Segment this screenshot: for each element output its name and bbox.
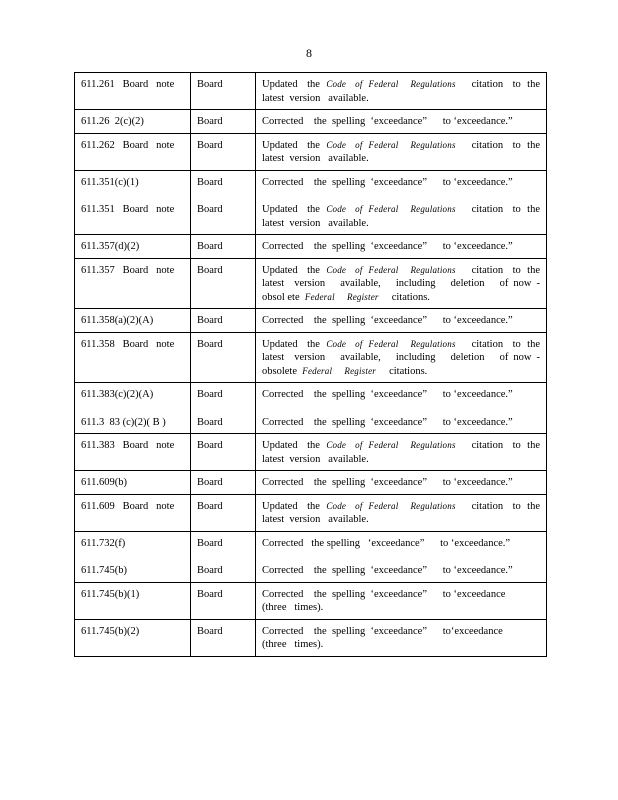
- italic-citation-text: Code of Federal Regulations: [326, 204, 456, 214]
- source-label: Board: [197, 477, 223, 488]
- source-label: Board: [197, 565, 223, 576]
- description-text: latest version available, including deletion of now -: [262, 278, 540, 289]
- changes-table-body: [75, 73, 547, 657]
- description-line: [262, 78, 540, 92]
- source-cell: [191, 73, 256, 110]
- section-cell: [75, 110, 191, 134]
- source-cell: [191, 110, 256, 134]
- source-cell: [191, 309, 256, 333]
- description-cell: [256, 471, 547, 495]
- section-cell: [75, 531, 191, 582]
- description-text: citation to the: [455, 500, 540, 512]
- change-description: [262, 78, 540, 105]
- change-description: [262, 476, 540, 490]
- change-description: [262, 338, 540, 379]
- section-reference: 611.261 Board note: [81, 79, 175, 90]
- table-row: [75, 383, 547, 434]
- section-cell: [75, 619, 191, 656]
- change-description: [262, 176, 540, 190]
- source-cell: [191, 133, 256, 170]
- source-label: Board: [197, 139, 223, 151]
- description-text: citation to the: [455, 204, 540, 215]
- change-description: [262, 500, 540, 527]
- table-row: [75, 235, 547, 259]
- source-label: Board: [197, 315, 223, 326]
- table-row: [75, 170, 547, 235]
- section-reference: 611.609(b): [81, 477, 127, 488]
- description-text: citation to the: [455, 264, 540, 276]
- description-text: citation to the: [455, 440, 540, 451]
- table-row: [75, 73, 547, 110]
- section-reference: 611.732(f): [81, 537, 126, 549]
- description-text: latest version available.: [262, 453, 369, 465]
- description-line: [262, 588, 540, 602]
- description-cell: [256, 619, 547, 656]
- italic-citation-text: Code of Federal Regulations: [326, 440, 456, 450]
- source-label: Board: [197, 116, 223, 127]
- description-cell: [256, 235, 547, 259]
- section-reference: 611.383 Board note: [81, 440, 175, 451]
- change-description: [262, 537, 540, 551]
- section-reference: 611.358 Board note: [81, 338, 175, 350]
- section-reference: 611.745(b)(1): [81, 588, 140, 600]
- description-cell: [256, 133, 547, 170]
- description-text: Updated the: [262, 139, 327, 151]
- section-cell: [75, 582, 191, 619]
- description-cell: [256, 582, 547, 619]
- section-reference: 611.745(b)(2): [81, 625, 140, 637]
- description-text: (three times).: [262, 639, 324, 650]
- description-cell: [256, 434, 547, 471]
- table-row: [75, 494, 547, 531]
- description-cell: [256, 258, 547, 309]
- description-text: (three times).: [262, 602, 324, 613]
- italic-citation-text: Code of Federal Regulations: [326, 338, 456, 349]
- section-reference: 611.26 2(c)(2): [81, 116, 144, 127]
- source-label: Board: [197, 625, 223, 637]
- change-description: [262, 203, 540, 230]
- section-reference: 611.351(c)(1): [81, 176, 139, 188]
- section-reference: 611.3 83 (c)(2)( B ): [81, 416, 166, 428]
- description-cell: [256, 73, 547, 110]
- change-description: [262, 439, 540, 466]
- section-cell: [75, 434, 191, 471]
- section-cell: [75, 332, 191, 383]
- change-description: [262, 388, 540, 402]
- change-description: [262, 625, 540, 652]
- description-line: [262, 625, 540, 639]
- section-reference: 611.745(b): [81, 565, 127, 576]
- description-line: [262, 476, 540, 490]
- description-text: Corrected the spelling ‘exceedance” to ‘exceedance.”: [262, 477, 513, 488]
- source-cell: [191, 332, 256, 383]
- source-cell: [191, 170, 256, 235]
- change-description: [262, 416, 540, 430]
- section-reference: 611.383(c)(2)(A): [81, 389, 154, 400]
- change-description: [262, 314, 540, 328]
- section-cell: [75, 258, 191, 309]
- description-line: [262, 388, 540, 402]
- table-row: [75, 110, 547, 134]
- section-cell: [75, 471, 191, 495]
- table-row: [75, 471, 547, 495]
- description-text: Corrected the spelling ‘exceedance” to ‘exceedance.”: [262, 241, 513, 252]
- section-cell: [75, 309, 191, 333]
- description-text: citations.: [375, 365, 428, 377]
- description-line: [262, 638, 540, 652]
- description-cell: [256, 110, 547, 134]
- description-text: Corrected the spelling ‘exceedance” to ‘exceedance.”: [262, 565, 513, 576]
- description-line: [262, 314, 540, 328]
- table-row: [75, 258, 547, 309]
- section-reference: 611.358(a)(2)(A): [81, 315, 154, 326]
- source-label: Board: [197, 204, 223, 215]
- section-reference: 611.351 Board note: [81, 204, 175, 215]
- source-cell: [191, 235, 256, 259]
- description-line: [262, 277, 540, 291]
- description-cell: [256, 170, 547, 235]
- source-label: Board: [197, 416, 223, 428]
- description-text: Corrected the spelling ‘exceedance” to ‘exceedance.”: [262, 416, 513, 428]
- description-cell: [256, 383, 547, 434]
- change-description: [262, 139, 540, 166]
- description-text: Corrected the spelling ‘exceedance” to ‘exceedance.”: [262, 389, 513, 400]
- section-cell: [75, 383, 191, 434]
- description-line: [262, 564, 540, 578]
- description-line: [262, 203, 540, 217]
- description-text: Updated the: [262, 79, 327, 90]
- description-cell: [256, 309, 547, 333]
- table-row: [75, 133, 547, 170]
- description-text: Corrected the spelling ‘exceedance” to ‘exceedance: [262, 588, 506, 600]
- section-cell: [75, 170, 191, 235]
- description-text: latest version available, including deletion of now -: [262, 352, 540, 363]
- description-line: [262, 115, 540, 129]
- table-row: [75, 434, 547, 471]
- description-cell: [256, 531, 547, 582]
- table-row: [75, 582, 547, 619]
- description-line: [262, 176, 540, 190]
- italic-citation-text: Federal Register: [302, 365, 376, 376]
- description-line: [262, 240, 540, 254]
- description-cell: [256, 494, 547, 531]
- section-cell: [75, 235, 191, 259]
- description-text: obsol ete: [262, 291, 305, 303]
- description-text: Corrected the spelling ‘exceedance” to ‘exceedance.”: [262, 116, 513, 127]
- source-label: Board: [197, 79, 223, 90]
- italic-citation-text: Federal Register: [304, 291, 379, 302]
- description-text: citation to the: [455, 79, 540, 90]
- table-row: [75, 332, 547, 383]
- change-description: [262, 564, 540, 578]
- source-cell: [191, 434, 256, 471]
- source-cell: [191, 383, 256, 434]
- description-text: Corrected the spelling ‘exceedance” to ‘exceedance.”: [262, 176, 513, 188]
- source-label: Board: [197, 537, 223, 549]
- source-label: Board: [197, 500, 223, 512]
- source-cell: [191, 471, 256, 495]
- table-row: [75, 619, 547, 656]
- change-description: [262, 264, 540, 305]
- description-text: citation to the: [455, 338, 540, 350]
- section-cell: [75, 73, 191, 110]
- description-line: [262, 92, 540, 106]
- source-cell: [191, 531, 256, 582]
- description-text: Updated the: [262, 264, 327, 276]
- source-cell: [191, 258, 256, 309]
- description-line: [262, 152, 540, 166]
- description-line: [262, 365, 540, 379]
- description-line: [262, 513, 540, 527]
- source-label: Board: [197, 588, 223, 600]
- source-label: Board: [197, 338, 223, 350]
- section-reference: 611.357 Board note: [81, 264, 175, 276]
- description-text: citation to the: [455, 139, 540, 151]
- italic-citation-text: Code of Federal Regulations: [326, 79, 456, 89]
- description-line: [262, 351, 540, 365]
- description-text: obsolete: [262, 365, 303, 377]
- description-line: [262, 139, 540, 153]
- source-label: Board: [197, 440, 223, 451]
- description-text: Corrected the spelling ‘exceedance” to ‘exceedance.”: [262, 537, 511, 549]
- source-cell: [191, 619, 256, 656]
- section-reference: 611.262 Board note: [81, 139, 175, 151]
- page-number: 8: [306, 46, 312, 60]
- section-reference: 611.357(d)(2): [81, 241, 140, 252]
- description-text: Updated the: [262, 500, 327, 512]
- description-text: Updated the: [262, 440, 327, 451]
- change-description: [262, 588, 540, 615]
- description-text: Corrected the spelling ‘exceedance” to ‘exceedance.”: [262, 315, 513, 326]
- description-text: citations.: [378, 291, 430, 303]
- source-label: Board: [197, 264, 223, 276]
- section-cell: [75, 494, 191, 531]
- source-cell: [191, 582, 256, 619]
- changes-table: [74, 72, 547, 657]
- description-text: Updated the: [262, 204, 327, 215]
- description-cell: [256, 332, 547, 383]
- description-line: [262, 338, 540, 352]
- description-text: latest version available.: [262, 217, 369, 229]
- table-row: [75, 531, 547, 582]
- description-line: [262, 601, 540, 615]
- description-line: [262, 217, 540, 231]
- description-text: Corrected the spelling ‘exceedance” to‘exceedance: [262, 625, 503, 637]
- description-text: latest version available.: [262, 153, 369, 164]
- section-reference: 611.609 Board note: [81, 500, 175, 512]
- table-row: [75, 309, 547, 333]
- section-cell: [75, 133, 191, 170]
- description-line: [262, 500, 540, 514]
- description-line: [262, 291, 540, 305]
- change-description: [262, 240, 540, 254]
- description-line: [262, 264, 540, 278]
- description-line: [262, 439, 540, 453]
- description-line: [262, 453, 540, 467]
- description-line: [262, 537, 540, 551]
- italic-citation-text: Code of Federal Regulations: [326, 139, 456, 150]
- source-label: Board: [197, 389, 223, 400]
- italic-citation-text: Code of Federal Regulations: [326, 264, 456, 275]
- description-text: latest version available.: [262, 514, 369, 525]
- source-label: Board: [197, 176, 223, 188]
- description-text: latest version available.: [262, 92, 369, 104]
- source-label: Board: [197, 241, 223, 252]
- italic-citation-text: Code of Federal Regulations: [326, 500, 456, 511]
- source-cell: [191, 494, 256, 531]
- change-description: [262, 115, 540, 129]
- description-text: Updated the: [262, 338, 327, 350]
- description-line: [262, 416, 540, 430]
